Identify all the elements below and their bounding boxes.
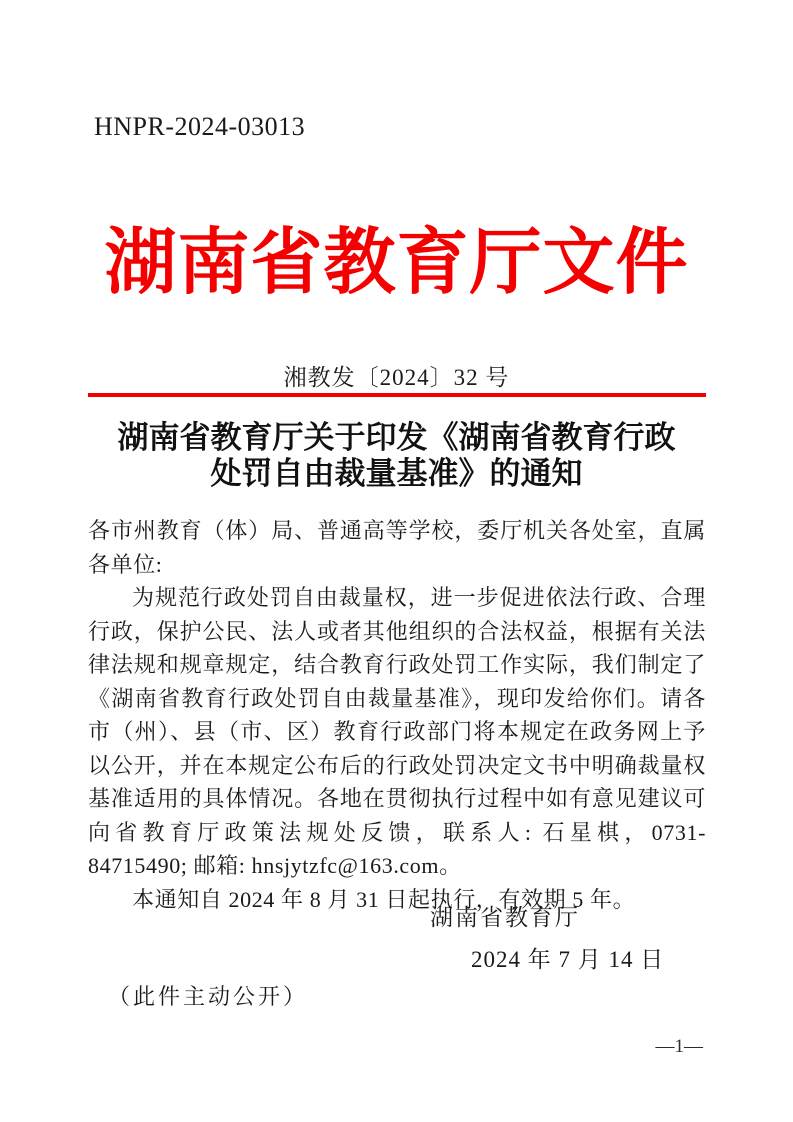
document-body (88, 514, 706, 916)
disclosure-note: （此件主动公开） (108, 984, 309, 1009)
document-title (0, 420, 793, 492)
salutation: 各市州教育（体）局、普通高等学校，委厅机关各处室，直属各单位: (88, 518, 706, 577)
signature-agency: 湖南省教育厅 (430, 905, 580, 930)
doc-reference-number: HNPR-2024-03013 (94, 112, 306, 141)
body-paragraph-2: 本通知自 2024 年 8 月 31 日起执行，有效期 5 年。 (132, 886, 636, 912)
body-paragraph-1: 为规范行政处罚自由裁量权，进一步促进依法行政、合理行政，保护公民、法人或者其他组织的合法权益，根据有关法律法规和规章规定，结合教育行政处罚工作实际，我们制定了《湖南省教育行政处罚自由裁量基准》，现印发给你们。请各市（州）、县（市、区）教育行政部门将本规定在政务网上予以公开，并在本规定公布后的行政处罚决定文书中明确裁量权基准适用的具体情况。各地在贯彻执行过程中如有意见建议可向省教育厅政策法规处反馈，联系人: 石星棋，0731-84715490; 邮箱: hnsjytzfc@163.com。 (88, 585, 706, 878)
red-divider-line (88, 393, 706, 397)
signature-date: 2024 年 7 月 14 日 (471, 947, 665, 972)
document-number: 湘教发〔2024〕32 号 (283, 365, 510, 390)
page-number: —1— (655, 1036, 703, 1057)
document-title-line1: 湖南省教育厅关于印发《湖南省教育行政 (117, 420, 676, 455)
agency-banner: 湖南省教育厅文件 (104, 223, 689, 303)
document-title-line2: 处罚自由裁量基准》的通知 (210, 456, 583, 491)
